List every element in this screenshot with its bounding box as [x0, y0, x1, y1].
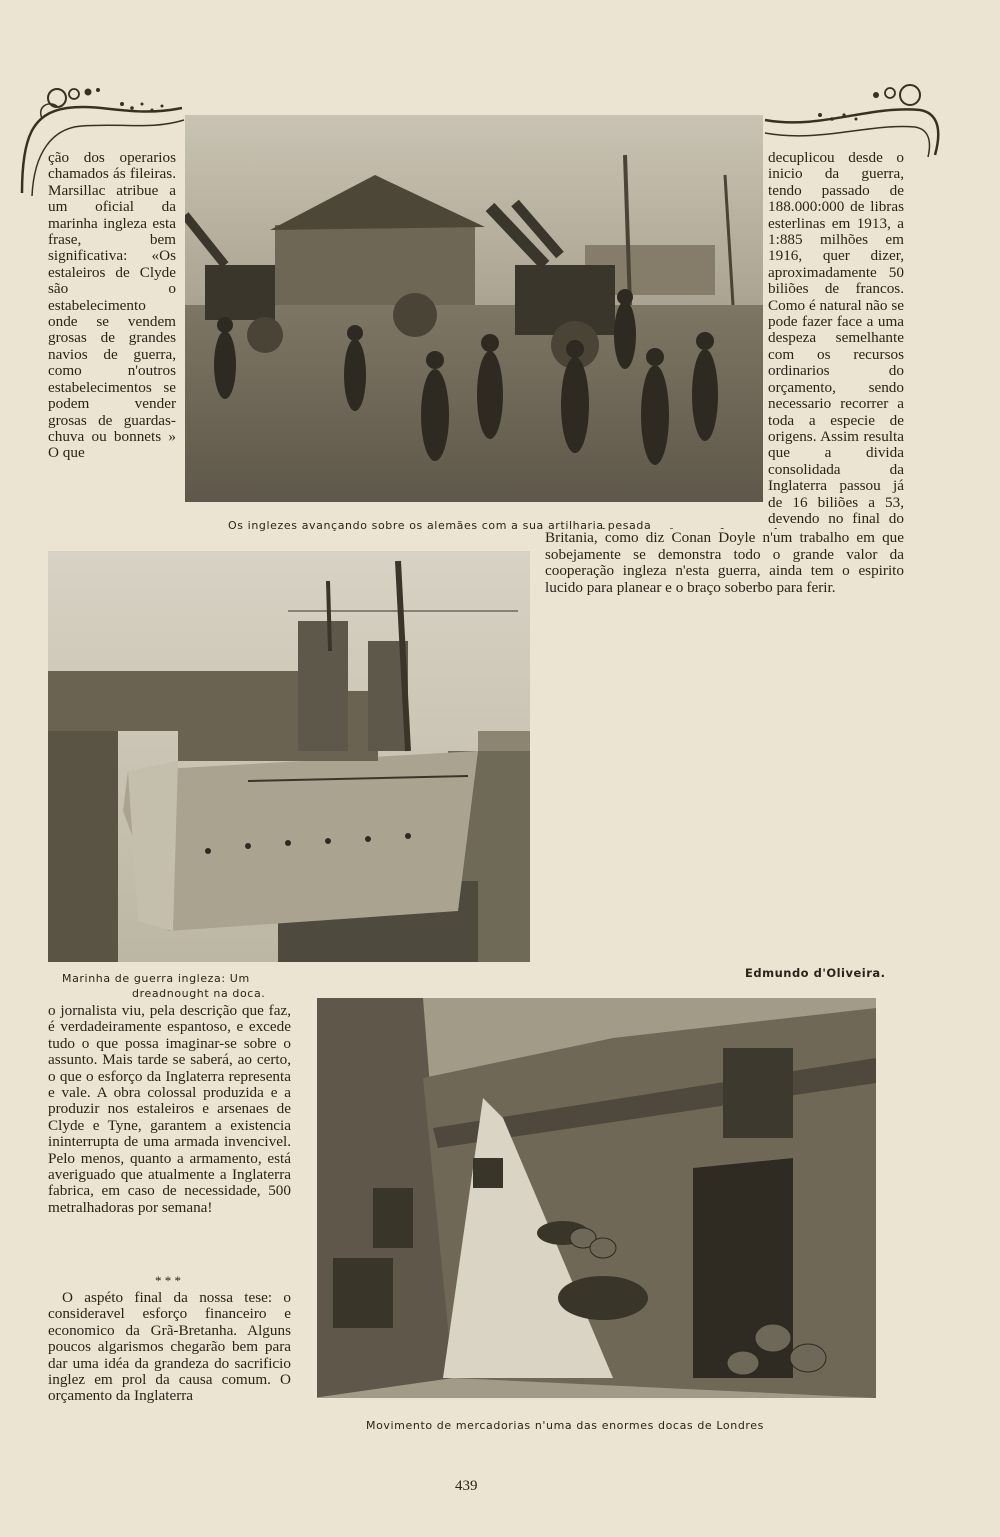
left-column-bottom-text-2: O aspéto final da nossa tese: o consideravel esforço financeiro e economico da Grã-Bretanha. Alguns poucos algarismos chegarão bem para dar uma idéa da grandeza do sacrificio inglez em prol da causa comum. O orçamento da Inglaterra [48, 1289, 291, 1405]
caption-artillery: Os inglezes avançando sobre os alemães com a sua artilharia pesada [228, 519, 652, 532]
caption-dreadnought [62, 971, 265, 1001]
page-number: 439 [455, 1478, 478, 1494]
caption-dreadnought-line1: Marinha de guerra ingleza: Um [62, 972, 250, 985]
right-column-text-wide: Britania, como diz Conan Doyle n'um trabalho em que sobejamente se demonstra todo o grande valor da cooperação ingleza n'esta guerra, ainda tem o espirito lucido para planear e o braço soberbo para ferir. [545, 529, 904, 596]
left-column-bottom-2 [48, 1290, 291, 1405]
dreadnought-photo [48, 551, 530, 962]
left-column-top [48, 150, 176, 462]
caption-docks: Movimento de mercadorias n'uma das enormes docas de Londres [366, 1419, 764, 1432]
caption-dreadnought-line2: dreadnought na doca. [132, 987, 266, 1000]
docks-photo [313, 998, 876, 1398]
author-signature: Edmundo d'Oliveira. [745, 966, 886, 980]
left-column-top-text: ção dos operarios chamados ás fileiras. Marsillac atribue a um oficial da marinha ingleza esta frase, bem significativa: «Os estaleiros de Clyde são o estabelecimento onde se vendem grosas de grandes navios de guerra, como n'outros estabelecimentos se podem vender grosas de guardas-chuva ou bonnets » O que [48, 149, 176, 462]
right-column-narrow [768, 150, 904, 525]
left-column-bottom [48, 1003, 291, 1216]
ornament-top-right-icon [760, 75, 950, 160]
section-stars: * * * [155, 1273, 181, 1288]
right-column-wide [545, 528, 904, 966]
artillery-photo [185, 115, 763, 502]
right-column-text-narrow: decuplicou desde o inicio da guerra, tendo passado de 188.000:000 de libras esterlinas em 1913, a 1:885 milhões em 1916, quer dizer, aproximadamente 50 biliões de francos. Como é natural não se pode fazer face a uma despeza semelhante com os recursos ordinarios do orçamento, sendo necessario recorrer a toda a especie de origens. Assim resulta que a divida consolidada da Inglaterra passou já de 16 biliões a 53, devendo no final do [768, 150, 904, 525]
left-column-bottom-text-1: o jornalista viu, pela descrição que faz, é verdadeiramente espantoso, e excede tudo o que possa imaginar-se sobre o assunto. Mais tarde se saberá, ao certo, o que o esforço da Inglaterra representa e vale. A obra colossal produzida e a produzir nos estaleiros e arsenaes de Clyde e Tyne, garantem a existencia ininterrupta de uma armada invencivel. Pelo menos, quanto a armamento, está averiguado que atualmente a Inglaterra fabrica, em caso de necessidade, 500 metralhadoras por semana! [48, 1002, 291, 1216]
